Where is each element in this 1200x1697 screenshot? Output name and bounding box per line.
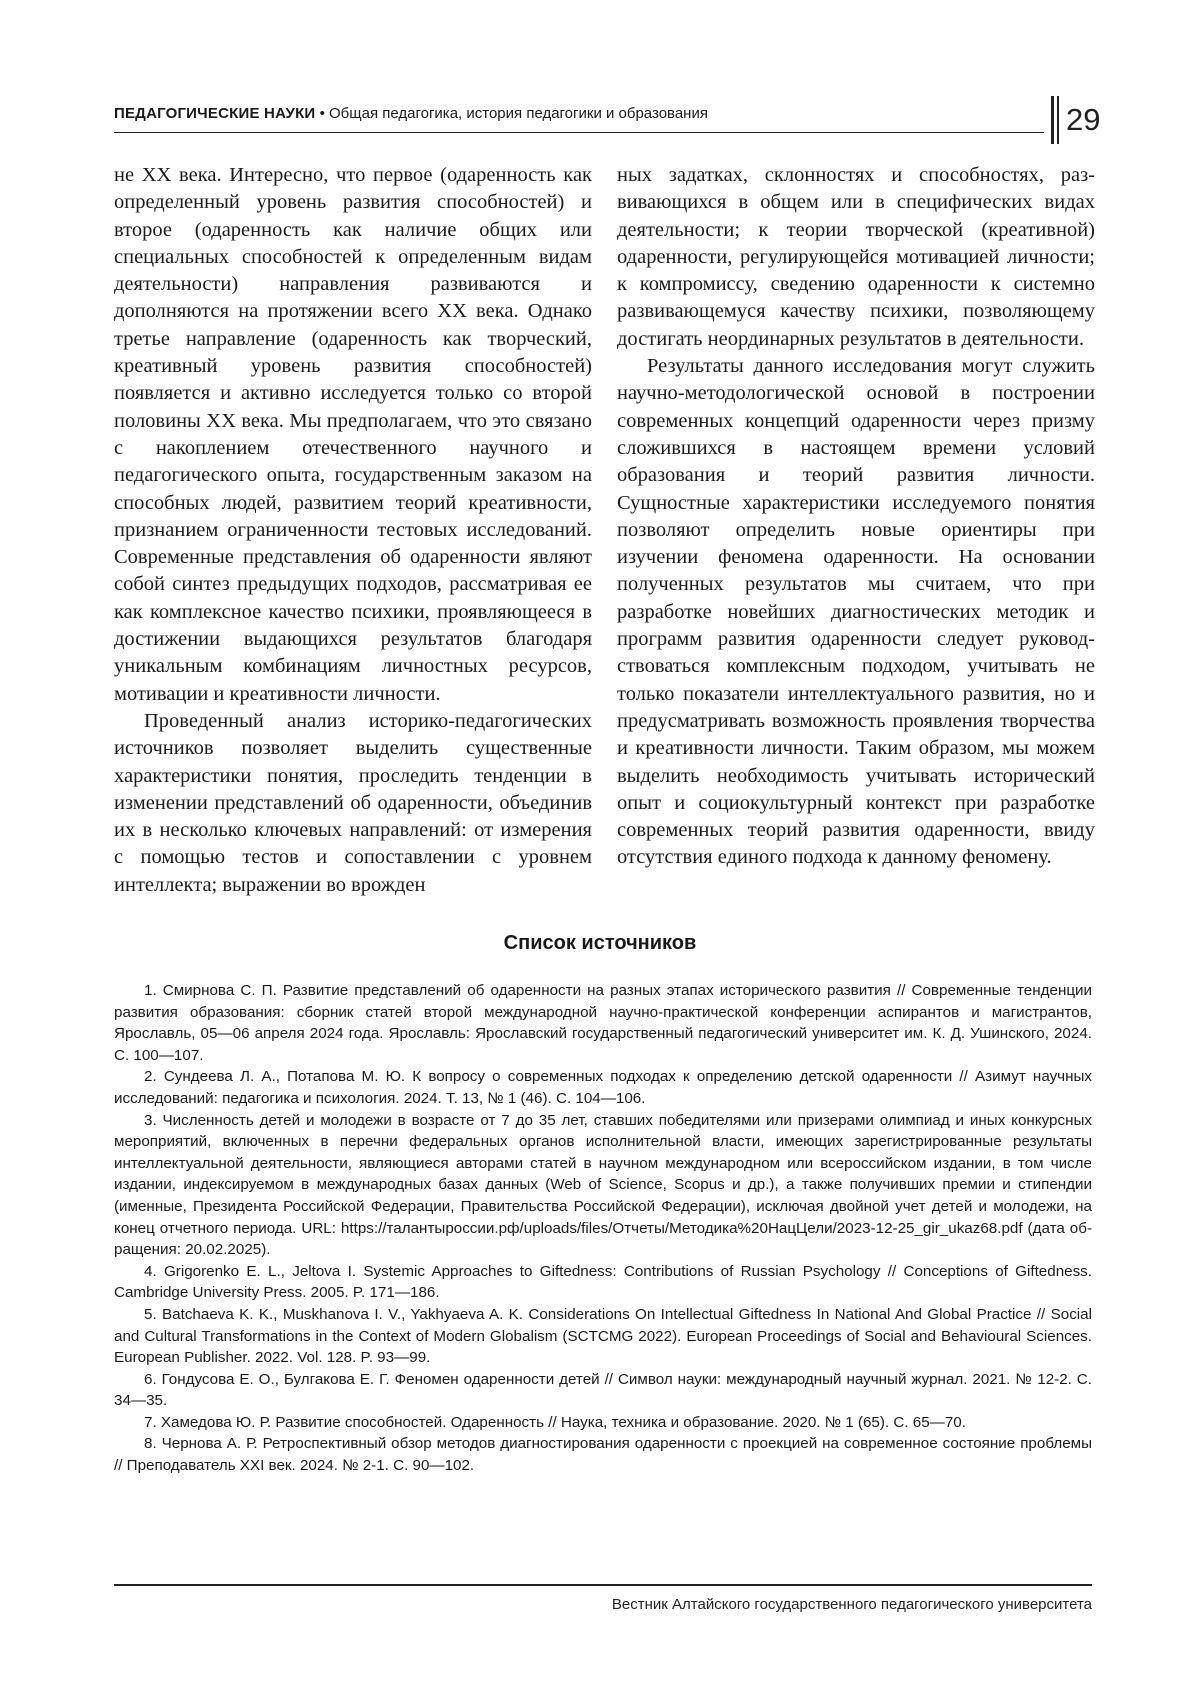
reference-item: 5. Batchaeva K. K., Muskhanova I. V., Yakhyaeva A. K. Considerations On Intellectual Giftedness In National And Global Practice // Social and Cultural Transformations in the Context of Modern Globalism (SCTCMG 2022). European Proceedings of Social and Behavioural Sciences. European Publisher. 2022. Vol. 128. P. 93—99. [114,1305,1092,1367]
reference-item: 7. Хамедова Ю. Р. Развитие способностей. Одаренность // Наука, техника и образование. 2020. № 1 (65). С. 65—70. [144,1413,966,1431]
left-column [114,162,592,899]
header-divider-bar-1 [1051,96,1054,144]
header-separator: • [315,105,330,122]
footer-rule [114,1584,1092,1586]
reference-item: 6. Гондусова Е. О., Булгакова Е. Г. Феномен одаренности детей // Символ науки: международный научный журнал. 2021. № 12-2. С. 34—35. [114,1370,1092,1410]
references-list [114,980,1092,1477]
reference-item: 4. Grigorenko E. L., Jeltova I. Systemic Approaches to Giftedness: Contributions of Russian Psychology // Conceptions of Giftedness. Cambridge University Press. 2005. P. 171—186. [114,1262,1092,1302]
paragraph: ных задатках, склонностях и способностях, развивающихся в общем или в специфических видах деятельности; к теории творческой (креативной) одаренности, регулирующейся мотивацией личности; к компромиссу, сведению одаренности к системно развивающемуся качеству психики, позволяющему достигать неординарных результатов в деятельности. [617,164,1095,350]
reference-item: 2. Сундеева Л. А., Потапова М. Ю. К вопросу о современных подходах к определению детской одаренности // Азимут научных исследований: педагогика и психология. 2024. Т. 13, № 1 (46). С. 104—106. [114,1068,1092,1107]
paragraph: Результаты данного исследования могут служить научно-методологической основой в построении современных концепций одаренности через призму сложившихся в настоящем времени условий образования и теорий развития личности. Сущностные характеристики исследуемого понятия позволяют определить новые ориентиры при изучении феномена одаренности. На основании полученных результатов мы считаем, что при разработке новейших диагностических методик и программ развития одаренности следует руководствоваться комплексным подходом, учитывать не только показатели интеллектуального развития, но и предусматривать возможность проявления творчества и креативности личности. Таким образом, мы можем выделить необходимость учитывать исторический опыт и социокультурный контекст при разработке современных теорий развития одаренности, ввиду отсутствия единого подхода к данному феномену. [617,355,1095,869]
section-name: ПЕДАГОГИЧЕСКИЕ НАУКИ [114,105,316,122]
journal-name: Вестник Алтайского государственного педагогического университета [611,1596,1092,1613]
reference-item: 3. Численность детей и молодежи в возрасте от 7 до 35 лет, ставших победителями или призерами олимпиад и иных конкурсных мероприятий, включенных в перечни федеральных органов исполнительной власти, имеющих зарегистрированные результаты интеллектуальной деятельности, являющиеся авторами статей в научном международном или всероссийском издании, в том числе издании, индексируемом в международных базах данных (Web of Science, Scopus и др.), а также получивших премии и стипендии (именные, Президента Российской Федерации, Правительства Российской Федерации), исключая двойной учет детей и молодежи, на конец отчетного периода. URL: https://талантыроссии.рф/uploads/files/Отчеты/Методика%20НацЦели/2023-12-25_gir_ukaz68.pdf (дата обращения: 20.02.2025). [114,1111,1092,1259]
right-column [617,162,1095,872]
reference-item: 8. Чернова А. Р. Ретроспективный обзор методов диагностирования одаренности с проекцией на современное состояние проблемы // Преподаватель XXI век. 2024. № 2-1. С. 90—102. [114,1435,1092,1475]
running-header [114,96,1044,133]
paragraph: не XX века. Интересно, что первое (одаренность как определенный уровень развития способностей) и второе (одаренность как наличие общих или специальных способностей к определенным видам деятельности) направления развиваются и дополняются на протяжении всего XX века. Однако третье направление (одаренность как творческий, креативный уровень развития способностей) появляется и активно исследуется только со второй половины XX века. Мы предполагаем, что это связано с накоплением отечественного научного и педагогического опыта, государственным заказом на способных людей, развитием теорий креативности, признанием ограниченности тестовых исследований. Современные представления об одаренности являют собой синтез предыдущих подходов, рассматривая ее как комплексное качество психики, проявляющееся в достижении выдающихся результатов благодаря уникальным комбинациям личностных ресурсов, мотивации и креативности личности. [114,164,592,705]
paragraph: Проведенный анализ историко-педагогических источников позволяет выделить существенные характеристики понятия, проследить тенденции в изменении представлений об одаренности, объединив их в несколько ключевых направлений: от измерения с помощью тестов и сопоставлении с уровнем интеллекта; выражении во врожден [114,709,592,896]
reference-item: 1. Смирнова С. П. Развитие представлений об одаренности на разных этапах исторического развития // Современные тенденции развития образования: сборник статей второй международной научно-практической конференции аспирантов и магистрантов, Ярославль, 05—06 апреля 2024 года. Ярославль: Ярославский государственный педагогический университет им. К. Д. Ушинского, 2024. С. 100—107. [114,982,1092,1064]
header-divider-bar-2 [1057,96,1059,144]
subsection-name: Общая педагогика, история педагогики и образования [329,105,708,122]
references-title: Список источников [503,932,697,954]
page-number: 29 [1066,102,1101,137]
